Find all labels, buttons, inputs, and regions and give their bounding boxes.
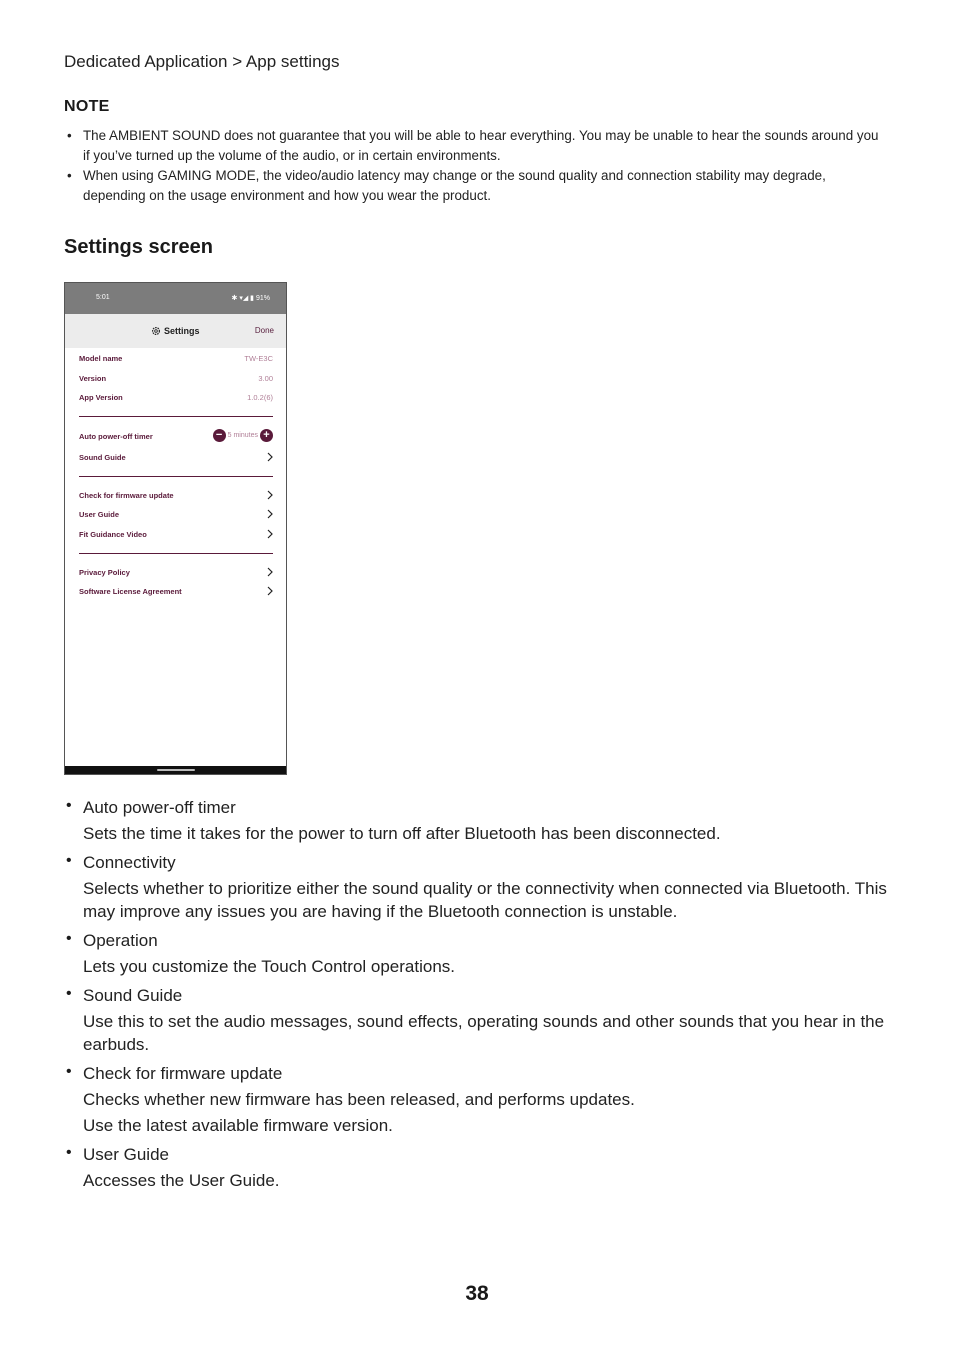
- status-time: 5:01: [96, 294, 110, 301]
- plus-icon[interactable]: +: [260, 429, 273, 442]
- item-title: • Auto power-off timer: [83, 798, 236, 817]
- home-indicator[interactable]: [157, 769, 195, 771]
- note-title: NOTE: [64, 98, 110, 115]
- list-item: [64, 1143, 894, 1192]
- minus-icon[interactable]: −: [213, 429, 226, 442]
- divider: [79, 553, 273, 554]
- phone-screenshot: [64, 282, 287, 775]
- privacy-row[interactable]: [79, 568, 273, 582]
- section-title: Settings screen: [64, 236, 213, 258]
- navigation-bar: [65, 766, 286, 774]
- app-version-label: App Version: [79, 393, 123, 402]
- model-name-row: [79, 354, 273, 368]
- firmware-row[interactable]: [79, 491, 273, 505]
- item-desc: Accesses the User Guide.: [83, 1171, 280, 1190]
- timer-stepper: [213, 429, 273, 442]
- list-item: [64, 929, 894, 978]
- item-title: • User Guide: [83, 1145, 169, 1164]
- item-desc: Sets the time it takes for the power to turn off after Bluetooth has been disconnected.: [83, 824, 721, 843]
- license-label: Software License Agreement: [79, 587, 182, 596]
- chevron-right-icon: [267, 509, 273, 519]
- model-name-value: TW-E3C: [244, 354, 273, 363]
- status-bar: [65, 283, 286, 314]
- settings-title: [151, 326, 200, 336]
- done-button[interactable]: Done: [254, 326, 274, 335]
- list-item: [64, 851, 894, 923]
- chevron-right-icon: [267, 529, 273, 539]
- version-value: 3.00: [258, 374, 273, 383]
- fit-video-row[interactable]: [79, 530, 273, 544]
- chevron-right-icon: [267, 567, 273, 577]
- timer-value: 5 minutes: [227, 432, 258, 439]
- item-desc: Lets you customize the Touch Control operations.: [83, 957, 456, 976]
- firmware-label: Check for firmware update: [79, 491, 174, 500]
- privacy-label: Privacy Policy: [79, 568, 130, 577]
- chevron-right-icon: [267, 490, 273, 500]
- fit-video-label: Fit Guidance Video: [79, 530, 147, 539]
- page-number: 38: [465, 1282, 489, 1305]
- version-label: Version: [79, 374, 107, 383]
- app-version-row: [79, 393, 273, 407]
- sound-guide-label: Sound Guide: [79, 453, 126, 462]
- settings-title-text: Settings: [164, 326, 200, 336]
- item-desc: Selects whether to prioritize either the sound quality or the connectivity when connected via Bluetooth. This may improve any issues you are having if the Bluetooth connection is unstable.: [83, 879, 887, 921]
- chevron-right-icon: [267, 586, 273, 596]
- note-item: • When using GAMING MODE, the video/audio latency may change or the sound quality and connection stability may degrade, depending on the usage environment and how you wear the product.: [64, 166, 884, 205]
- auto-power-off-label: Auto power-off timer: [79, 432, 153, 441]
- breadcrumb: Dedicated Application > App settings: [64, 52, 340, 71]
- note-list: [64, 126, 884, 206]
- chevron-right-icon: [267, 452, 273, 462]
- note-item: • The AMBIENT SOUND does not guarantee that you will be able to hear everything. You may be unable to hear the sounds around you if you’ve turned up the volume of the audio, or in certain environments.: [64, 126, 884, 165]
- divider: [79, 476, 273, 477]
- user-guide-label: User Guide: [79, 510, 120, 519]
- list-item: [64, 1062, 894, 1137]
- user-guide-row[interactable]: [79, 510, 273, 524]
- model-name-label: Model name: [79, 354, 123, 363]
- status-icons: ✱ ▾◢ ▮ 91%: [231, 295, 270, 302]
- app-version-value: 1.0.2(6): [247, 393, 273, 402]
- description-list: [64, 796, 894, 1198]
- divider: [79, 416, 273, 417]
- list-item: [64, 984, 894, 1056]
- item-desc: Use the latest available firmware version.: [83, 1116, 393, 1135]
- item-title: • Connectivity: [83, 853, 176, 872]
- app-header: [65, 314, 286, 348]
- item-title: • Operation: [83, 931, 158, 950]
- auto-power-off-row: [79, 429, 273, 446]
- item-title: • Check for firmware update: [83, 1064, 283, 1083]
- license-row[interactable]: [79, 587, 273, 601]
- item-desc: Checks whether new firmware has been released, and performs updates.: [83, 1090, 635, 1109]
- item-desc: Use this to set the audio messages, sound effects, operating sounds and other sounds that you hear in the earbuds.: [83, 1012, 885, 1054]
- sound-guide-row[interactable]: [79, 453, 273, 467]
- item-title: • Sound Guide: [83, 986, 183, 1005]
- version-row: [79, 374, 273, 388]
- list-item: [64, 796, 894, 845]
- gear-icon: [151, 326, 161, 336]
